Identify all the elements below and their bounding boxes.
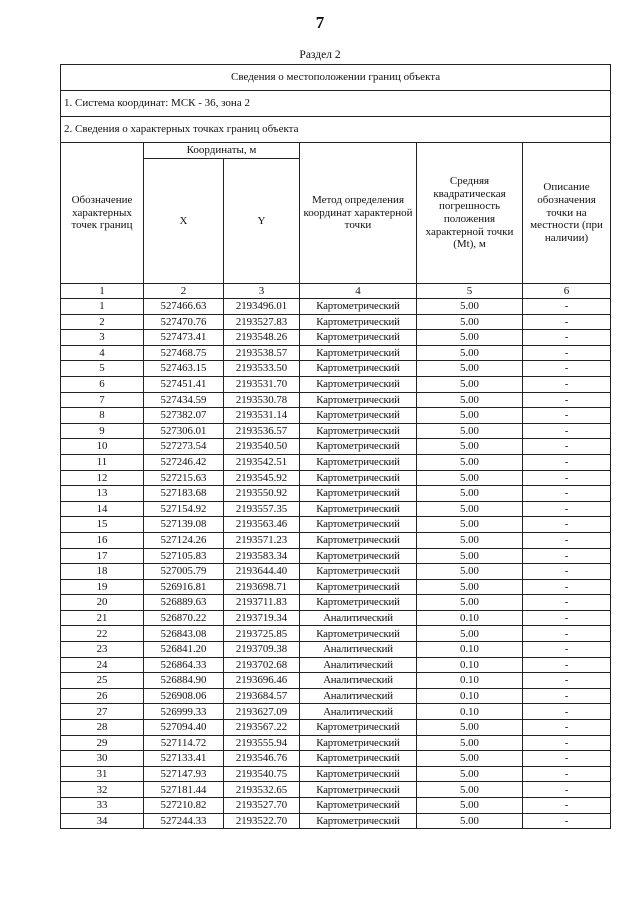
table-row	[61, 720, 611, 736]
table-row	[61, 610, 611, 626]
table-row	[61, 798, 611, 814]
description-cell: -	[523, 439, 611, 455]
description-cell: -	[523, 345, 611, 361]
x-coordinate-cell: 527139.08	[144, 517, 224, 533]
description-cell: -	[523, 657, 611, 673]
y-coordinate-cell: 2193531.70	[224, 376, 300, 392]
method-cell: Картометрический	[300, 579, 417, 595]
x-coordinate-cell: 527244.33	[144, 813, 224, 829]
description-cell: -	[523, 532, 611, 548]
method-cell: Картометрический	[300, 532, 417, 548]
description-cell: -	[523, 626, 611, 642]
point-number-cell: 6	[61, 376, 144, 392]
table-banner: Сведения о местоположении границ объекта	[61, 65, 611, 91]
method-cell: Картометрический	[300, 330, 417, 346]
description-cell: -	[523, 376, 611, 392]
point-number-cell: 25	[61, 673, 144, 689]
accuracy-cell: 0.10	[417, 688, 523, 704]
point-number-cell: 2	[61, 314, 144, 330]
y-coordinate-cell: 2193546.76	[224, 751, 300, 767]
coordinate-system-line: 1. Система координат: МСК - 36, зона 2	[61, 91, 611, 117]
point-number-cell: 31	[61, 766, 144, 782]
accuracy-cell: 5.00	[417, 501, 523, 517]
accuracy-cell: 5.00	[417, 720, 523, 736]
description-cell: -	[523, 688, 611, 704]
table-row	[61, 439, 611, 455]
table-row	[61, 564, 611, 580]
y-coordinate-cell: 2193567.22	[224, 720, 300, 736]
point-number-cell: 7	[61, 392, 144, 408]
accuracy-cell: 5.00	[417, 532, 523, 548]
accuracy-cell: 5.00	[417, 798, 523, 814]
point-number-cell: 15	[61, 517, 144, 533]
y-coordinate-cell: 2193709.38	[224, 642, 300, 658]
column-number: 1	[61, 284, 144, 299]
method-cell: Картометрический	[300, 408, 417, 424]
table-row	[61, 595, 611, 611]
y-coordinate-cell: 2193696.46	[224, 673, 300, 689]
method-cell: Картометрический	[300, 454, 417, 470]
x-coordinate-cell: 527005.79	[144, 564, 224, 580]
x-coordinate-cell: 527124.26	[144, 532, 224, 548]
table-row	[61, 299, 611, 315]
header-description: Описание обозначения точки на местности (при наличии)	[523, 143, 611, 284]
point-number-cell: 13	[61, 486, 144, 502]
column-number: 2	[144, 284, 224, 299]
x-coordinate-cell: 527306.01	[144, 423, 224, 439]
y-coordinate-cell: 2193527.70	[224, 798, 300, 814]
x-coordinate-cell: 527105.83	[144, 548, 224, 564]
x-coordinate-cell: 526916.81	[144, 579, 224, 595]
table-row	[61, 735, 611, 751]
point-number-cell: 26	[61, 688, 144, 704]
table-row	[61, 501, 611, 517]
column-number: 6	[523, 284, 611, 299]
description-cell: -	[523, 423, 611, 439]
y-coordinate-cell: 2193719.34	[224, 610, 300, 626]
x-coordinate-cell: 526864.33	[144, 657, 224, 673]
y-coordinate-cell: 2193545.92	[224, 470, 300, 486]
y-coordinate-cell: 2193532.65	[224, 782, 300, 798]
x-coordinate-cell: 527466.63	[144, 299, 224, 315]
description-cell: -	[523, 392, 611, 408]
method-cell: Картометрический	[300, 766, 417, 782]
x-coordinate-cell: 527473.41	[144, 330, 224, 346]
accuracy-cell: 5.00	[417, 735, 523, 751]
y-coordinate-cell: 2193533.50	[224, 361, 300, 377]
description-cell: -	[523, 501, 611, 517]
header-y: Y	[224, 159, 300, 284]
description-cell: -	[523, 314, 611, 330]
description-cell: -	[523, 517, 611, 533]
y-coordinate-cell: 2193542.51	[224, 454, 300, 470]
x-coordinate-cell: 527210.82	[144, 798, 224, 814]
x-coordinate-cell: 527183.68	[144, 486, 224, 502]
y-coordinate-cell: 2193627.09	[224, 704, 300, 720]
table-row	[61, 330, 611, 346]
table-row	[61, 517, 611, 533]
x-coordinate-cell: 526999.33	[144, 704, 224, 720]
method-cell: Картометрический	[300, 751, 417, 767]
x-coordinate-cell: 526841.20	[144, 642, 224, 658]
accuracy-cell: 0.10	[417, 657, 523, 673]
x-coordinate-cell: 527215.63	[144, 470, 224, 486]
x-coordinate-cell: 527468.75	[144, 345, 224, 361]
table-row	[61, 579, 611, 595]
y-coordinate-cell: 2193702.68	[224, 657, 300, 673]
point-number-cell: 11	[61, 454, 144, 470]
table-row	[61, 314, 611, 330]
section-title: Раздел 2	[299, 49, 341, 61]
point-number-cell: 16	[61, 532, 144, 548]
accuracy-cell: 5.00	[417, 782, 523, 798]
table-row	[61, 782, 611, 798]
method-cell: Картометрический	[300, 439, 417, 455]
table-row	[61, 345, 611, 361]
x-coordinate-cell: 526870.22	[144, 610, 224, 626]
header-method: Метод определения координат характерной точки	[300, 143, 417, 284]
method-cell: Картометрический	[300, 595, 417, 611]
y-coordinate-cell: 2193538.57	[224, 345, 300, 361]
header-coordinates-group: Координаты, м	[144, 143, 300, 159]
method-cell: Картометрический	[300, 782, 417, 798]
x-coordinate-cell: 527434.59	[144, 392, 224, 408]
method-cell: Картометрический	[300, 813, 417, 829]
boundary-points-table	[60, 64, 611, 829]
y-coordinate-cell: 2193725.85	[224, 626, 300, 642]
description-cell: -	[523, 299, 611, 315]
header-point-label: Обозначение характерных точек границ	[61, 143, 144, 284]
description-cell: -	[523, 330, 611, 346]
accuracy-cell: 5.00	[417, 423, 523, 439]
description-cell: -	[523, 704, 611, 720]
column-number: 4	[300, 284, 417, 299]
column-number-row	[61, 284, 611, 299]
description-cell: -	[523, 548, 611, 564]
point-number-cell: 21	[61, 610, 144, 626]
method-cell: Картометрический	[300, 798, 417, 814]
description-cell: -	[523, 595, 611, 611]
table-row	[61, 626, 611, 642]
table-row	[61, 470, 611, 486]
y-coordinate-cell: 2193563.46	[224, 517, 300, 533]
table-row	[61, 392, 611, 408]
point-number-cell: 32	[61, 782, 144, 798]
description-cell: -	[523, 579, 611, 595]
method-cell: Аналитический	[300, 642, 417, 658]
x-coordinate-cell: 527114.72	[144, 735, 224, 751]
table-row	[61, 408, 611, 424]
accuracy-cell: 5.00	[417, 330, 523, 346]
description-cell: -	[523, 361, 611, 377]
description-cell: -	[523, 564, 611, 580]
method-cell: Картометрический	[300, 517, 417, 533]
header-x: X	[144, 159, 224, 284]
method-cell: Аналитический	[300, 704, 417, 720]
method-cell: Картометрический	[300, 423, 417, 439]
description-cell: -	[523, 610, 611, 626]
accuracy-cell: 5.00	[417, 486, 523, 502]
y-coordinate-cell: 2193583.34	[224, 548, 300, 564]
point-number-cell: 29	[61, 735, 144, 751]
y-coordinate-cell: 2193555.94	[224, 735, 300, 751]
method-cell: Картометрический	[300, 299, 417, 315]
accuracy-cell: 5.00	[417, 579, 523, 595]
y-coordinate-cell: 2193550.92	[224, 486, 300, 502]
description-cell: -	[523, 766, 611, 782]
y-coordinate-cell: 2193527.83	[224, 314, 300, 330]
point-number-cell: 19	[61, 579, 144, 595]
point-number-cell: 12	[61, 470, 144, 486]
point-number-cell: 33	[61, 798, 144, 814]
description-cell: -	[523, 454, 611, 470]
accuracy-cell: 5.00	[417, 314, 523, 330]
x-coordinate-cell: 526843.08	[144, 626, 224, 642]
method-cell: Картометрический	[300, 626, 417, 642]
method-cell: Картометрический	[300, 548, 417, 564]
method-cell: Картометрический	[300, 361, 417, 377]
x-coordinate-cell: 527154.92	[144, 501, 224, 517]
description-cell: -	[523, 408, 611, 424]
accuracy-cell: 0.10	[417, 610, 523, 626]
x-coordinate-cell: 527133.41	[144, 751, 224, 767]
y-coordinate-cell: 2193571.23	[224, 532, 300, 548]
table-body	[61, 65, 611, 829]
method-cell: Картометрический	[300, 564, 417, 580]
description-cell: -	[523, 470, 611, 486]
description-cell: -	[523, 782, 611, 798]
accuracy-cell: 5.00	[417, 392, 523, 408]
point-number-cell: 10	[61, 439, 144, 455]
x-coordinate-cell: 527273.54	[144, 439, 224, 455]
point-number-cell: 23	[61, 642, 144, 658]
y-coordinate-cell: 2193557.35	[224, 501, 300, 517]
accuracy-cell: 5.00	[417, 548, 523, 564]
method-cell: Картометрический	[300, 501, 417, 517]
accuracy-cell: 5.00	[417, 439, 523, 455]
accuracy-cell: 5.00	[417, 517, 523, 533]
y-coordinate-cell: 2193684.57	[224, 688, 300, 704]
description-cell: -	[523, 813, 611, 829]
y-coordinate-cell: 2193522.70	[224, 813, 300, 829]
table-row	[61, 423, 611, 439]
y-coordinate-cell: 2193548.26	[224, 330, 300, 346]
table-row	[61, 657, 611, 673]
point-number-cell: 30	[61, 751, 144, 767]
description-cell: -	[523, 673, 611, 689]
accuracy-cell: 5.00	[417, 454, 523, 470]
y-coordinate-cell: 2193698.71	[224, 579, 300, 595]
table-row	[61, 642, 611, 658]
method-cell: Картометрический	[300, 720, 417, 736]
table-row	[61, 813, 611, 829]
table-row	[61, 688, 611, 704]
table-row	[61, 766, 611, 782]
table-row	[61, 704, 611, 720]
x-coordinate-cell: 527451.41	[144, 376, 224, 392]
table-row	[61, 751, 611, 767]
table-row	[61, 361, 611, 377]
description-cell: -	[523, 486, 611, 502]
x-coordinate-cell: 526889.63	[144, 595, 224, 611]
x-coordinate-cell: 527246.42	[144, 454, 224, 470]
x-coordinate-cell: 527094.40	[144, 720, 224, 736]
description-cell: -	[523, 798, 611, 814]
accuracy-cell: 5.00	[417, 595, 523, 611]
accuracy-cell: 5.00	[417, 751, 523, 767]
description-cell: -	[523, 642, 611, 658]
point-number-cell: 14	[61, 501, 144, 517]
table-row	[61, 548, 611, 564]
y-coordinate-cell: 2193540.50	[224, 439, 300, 455]
table-row	[61, 376, 611, 392]
point-number-cell: 4	[61, 345, 144, 361]
y-coordinate-cell: 2193530.78	[224, 392, 300, 408]
description-cell: -	[523, 720, 611, 736]
point-number-cell: 1	[61, 299, 144, 315]
accuracy-cell: 5.00	[417, 299, 523, 315]
method-cell: Картометрический	[300, 470, 417, 486]
point-number-cell: 18	[61, 564, 144, 580]
header-accuracy: Средняя квадратическая погрешность положения характерной точки (Mt), м	[417, 143, 523, 284]
accuracy-cell: 5.00	[417, 345, 523, 361]
accuracy-cell: 5.00	[417, 766, 523, 782]
x-coordinate-cell: 527147.93	[144, 766, 224, 782]
column-number: 5	[417, 284, 523, 299]
x-coordinate-cell: 527382.07	[144, 408, 224, 424]
point-number-cell: 22	[61, 626, 144, 642]
method-cell: Картометрический	[300, 735, 417, 751]
point-number-cell: 3	[61, 330, 144, 346]
accuracy-cell: 5.00	[417, 470, 523, 486]
x-coordinate-cell: 526884.90	[144, 673, 224, 689]
method-cell: Аналитический	[300, 610, 417, 626]
accuracy-cell: 5.00	[417, 376, 523, 392]
y-coordinate-cell: 2193540.75	[224, 766, 300, 782]
method-cell: Картометрический	[300, 376, 417, 392]
column-number: 3	[224, 284, 300, 299]
x-coordinate-cell: 526908.06	[144, 688, 224, 704]
method-cell: Картометрический	[300, 486, 417, 502]
x-coordinate-cell: 527181.44	[144, 782, 224, 798]
point-number-cell: 17	[61, 548, 144, 564]
table-row	[61, 532, 611, 548]
method-cell: Аналитический	[300, 688, 417, 704]
point-number-cell: 24	[61, 657, 144, 673]
method-cell: Аналитический	[300, 673, 417, 689]
accuracy-cell: 5.00	[417, 408, 523, 424]
y-coordinate-cell: 2193496.01	[224, 299, 300, 315]
x-coordinate-cell: 527463.15	[144, 361, 224, 377]
method-cell: Аналитический	[300, 657, 417, 673]
accuracy-cell: 0.10	[417, 704, 523, 720]
accuracy-cell: 5.00	[417, 813, 523, 829]
y-coordinate-cell: 2193531.14	[224, 408, 300, 424]
point-number-cell: 34	[61, 813, 144, 829]
method-cell: Картометрический	[300, 345, 417, 361]
point-number-cell: 8	[61, 408, 144, 424]
accuracy-cell: 5.00	[417, 361, 523, 377]
point-number-cell: 28	[61, 720, 144, 736]
description-cell: -	[523, 735, 611, 751]
table-row	[61, 673, 611, 689]
y-coordinate-cell: 2193536.57	[224, 423, 300, 439]
table-row	[61, 454, 611, 470]
y-coordinate-cell: 2193711.83	[224, 595, 300, 611]
y-coordinate-cell: 2193644.40	[224, 564, 300, 580]
accuracy-cell: 0.10	[417, 642, 523, 658]
points-section-line: 2. Сведения о характерных точках границ объекта	[61, 117, 611, 143]
accuracy-cell: 0.10	[417, 673, 523, 689]
accuracy-cell: 5.00	[417, 626, 523, 642]
point-number-cell: 5	[61, 361, 144, 377]
table-row	[61, 486, 611, 502]
description-cell: -	[523, 751, 611, 767]
accuracy-cell: 5.00	[417, 564, 523, 580]
method-cell: Картометрический	[300, 392, 417, 408]
method-cell: Картометрический	[300, 314, 417, 330]
point-number-cell: 27	[61, 704, 144, 720]
point-number-cell: 20	[61, 595, 144, 611]
point-number-cell: 9	[61, 423, 144, 439]
x-coordinate-cell: 527470.76	[144, 314, 224, 330]
page-number: 7	[315, 13, 325, 32]
